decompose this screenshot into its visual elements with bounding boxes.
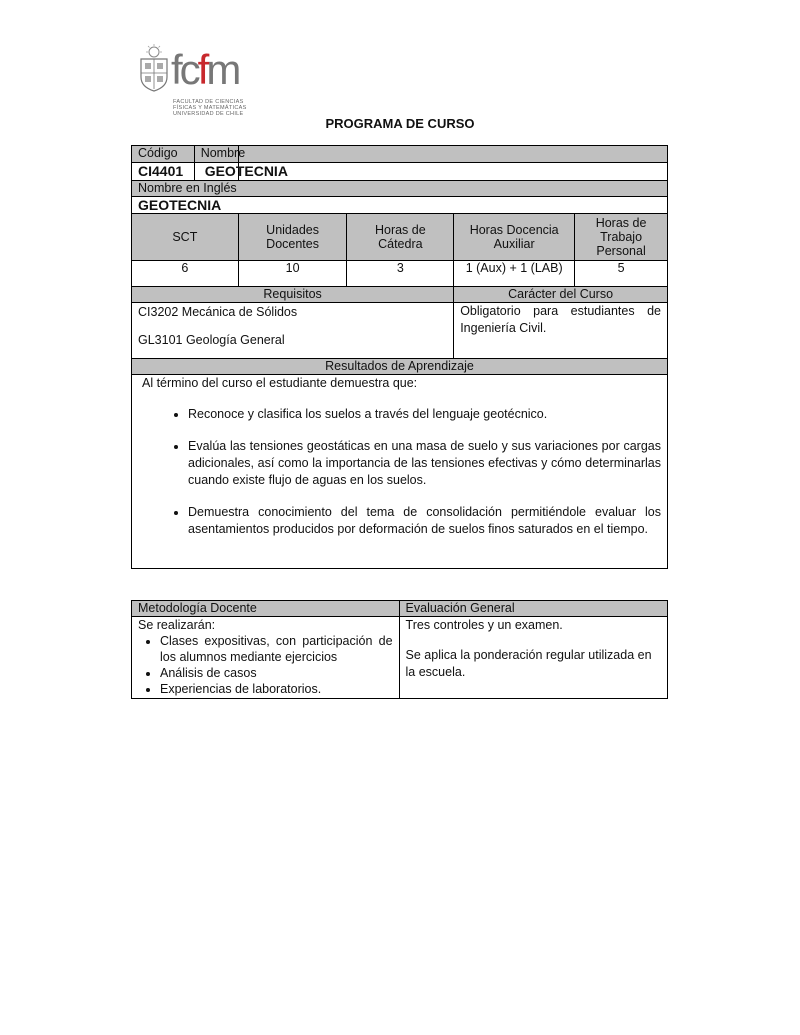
requisites-label: Requisitos bbox=[132, 287, 454, 303]
methodology-intro: Se realizarán: bbox=[138, 618, 216, 632]
value-unidades: 10 bbox=[238, 261, 347, 287]
methodology-table bbox=[131, 600, 668, 699]
header-unidades: Unidades Docentes bbox=[238, 214, 347, 261]
course-info-table bbox=[131, 145, 668, 569]
evaluation-line1: Tres controles y un examen. bbox=[405, 618, 563, 632]
methodology-item: • Experiencias de laboratorios. bbox=[160, 681, 393, 697]
evaluation-label: Evaluación General bbox=[399, 601, 667, 617]
fcfm-logo bbox=[137, 43, 257, 119]
outcome-item: • Demuestra conocimiento del tema de consolidación permitiéndole evaluar los asentamientos producidos por deformación de suelos finos saturados en el tiempo. bbox=[188, 504, 661, 538]
outcomes-label: Resultados de Aprendizaje bbox=[132, 359, 668, 375]
brand-wordmark: fcfm bbox=[171, 46, 239, 93]
header-personal: Horas de Trabajo Personal bbox=[575, 214, 668, 261]
name-label: Nombre bbox=[238, 146, 667, 163]
header-auxiliar: Horas Docencia Auxiliar bbox=[454, 214, 575, 261]
faculty-name: FACULTAD DE CIENCIAS FÍSICAS Y MATEMÁTICAS UNIVERSIDAD DE CHILE bbox=[173, 99, 247, 117]
character-label: Carácter del Curso bbox=[454, 287, 668, 303]
value-sct: 6 bbox=[132, 261, 239, 287]
evaluation-cell bbox=[399, 617, 667, 699]
requisite-item: CI3202 Mecánica de Sólidos bbox=[138, 305, 298, 319]
requisites-cell bbox=[132, 303, 454, 359]
university-crest-icon bbox=[137, 43, 171, 93]
character-text: Obligatorio para estudiantes de Ingeniería Civil. bbox=[454, 303, 668, 359]
methodology-item: • Clases expositivas, con participación de los alumnos mediante ejercicios bbox=[160, 633, 393, 665]
english-name-label: Nombre en Inglés bbox=[132, 181, 668, 197]
value-personal: 5 bbox=[575, 261, 668, 287]
methodology-item: • Análisis de casos bbox=[160, 665, 393, 681]
course-code: CI4401 bbox=[132, 163, 239, 181]
outcomes-intro: Al término del curso el estudiante demuestra que: bbox=[142, 376, 418, 390]
value-auxiliar: 1 (Aux) + 1 (LAB) bbox=[454, 261, 575, 287]
outcomes-cell bbox=[132, 375, 668, 569]
requisite-item: GL3101 Geología General bbox=[138, 333, 285, 347]
header-sct: SCT bbox=[132, 214, 239, 261]
course-name: GEOTECNIA bbox=[238, 163, 667, 181]
evaluation-line2: Se aplica la ponderación regular utilizada en la escuela. bbox=[405, 648, 652, 679]
methodology-cell bbox=[132, 617, 400, 699]
methodology-label: Metodología Docente bbox=[132, 601, 400, 617]
page-title: PROGRAMA DE CURSO bbox=[325, 116, 475, 131]
header-catedra: Horas de Cátedra bbox=[347, 214, 454, 261]
value-catedra: 3 bbox=[347, 261, 454, 287]
english-name: GEOTECNIA bbox=[132, 197, 668, 214]
outcome-item: • Evalúa las tensiones geostáticas en una masa de suelo y sus variaciones por cargas adicionales, así como la importancia de las tensiones efectivas y cómo determinarlas cuando existe flujo de aguas en los suelos. bbox=[188, 438, 661, 489]
code-label: Código bbox=[132, 146, 239, 163]
outcome-item: • Reconoce y clasifica los suelos a través del lenguaje geotécnico. bbox=[188, 406, 661, 423]
